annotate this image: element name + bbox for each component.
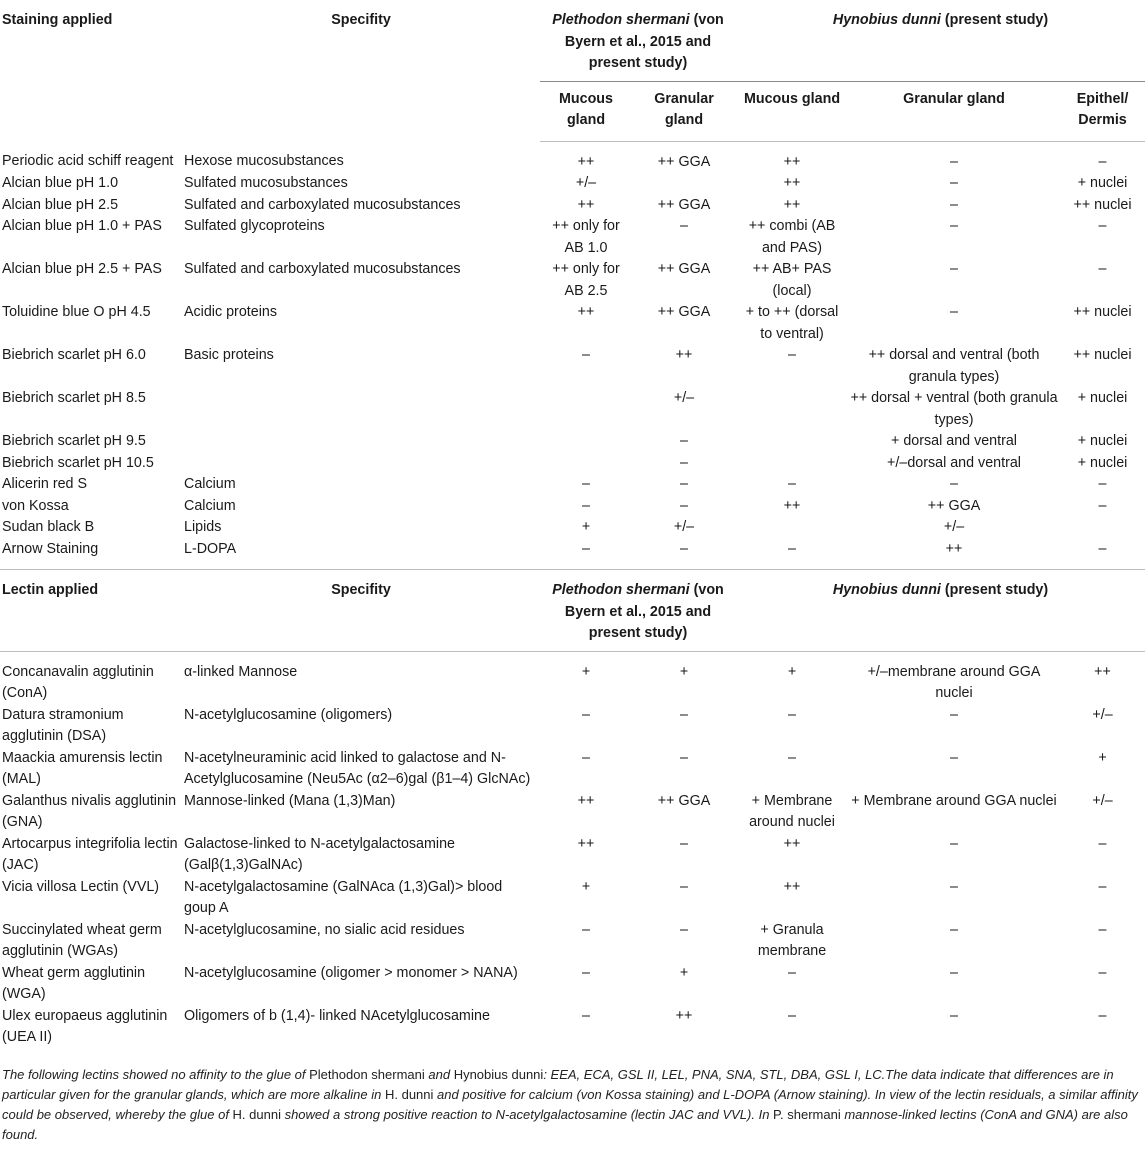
hd-granular-cell: + dorsal and ventral <box>891 433 1017 449</box>
lectin-specifity-header: Specifity <box>182 570 540 652</box>
hd-mucous-cell: – <box>788 706 796 723</box>
hd-epithel-cell: + nuclei <box>1077 175 1128 191</box>
hd-mucous-cell: ++ <box>783 153 801 170</box>
ps-granular-cell: ++ GGA <box>657 153 711 170</box>
ps-mucous-cell: – <box>582 1007 590 1024</box>
ps-mucous-cell: – <box>582 497 590 514</box>
hd-mucous-cell <box>736 453 848 475</box>
hd-granular-cell: +/–membrane around GGA nuclei <box>867 663 1041 701</box>
ps-granular-cell: ++ GGA <box>657 304 711 320</box>
method-cell: Sudan black B <box>2 519 95 535</box>
hd-epithel-cell: +/– <box>1092 706 1113 723</box>
ps-granular-cell: – <box>680 454 688 471</box>
ps-mucous-cell: ++ <box>577 792 595 809</box>
hd-granular-cell: – <box>950 749 958 766</box>
table-row <box>0 141 1145 173</box>
method-cell: Succinylated wheat germ agglutinin (WGAs) <box>2 921 162 959</box>
hd-epithel-cell: – <box>1098 921 1107 938</box>
method-cell: Concanavalin agglutinin (ConA) <box>2 663 154 701</box>
hd-granular-cell: – <box>950 175 958 191</box>
ps-mucous-cell: – <box>582 476 590 492</box>
ps-granular-cell: – <box>680 218 688 234</box>
specifity-cell: N-acetylglucosamine (oligomers) <box>184 706 393 723</box>
hd-mucous-cell: + to ++ (dorsal to ventral) <box>745 304 839 342</box>
ps-granular-cell: ++ <box>675 1007 693 1024</box>
method-cell: Alcian blue pH 1.0 + PAS <box>2 218 162 234</box>
specifity-cell: Mannose-linked (Mana (1,3)Man) <box>184 792 396 809</box>
hd-granular-cell: – <box>950 921 958 938</box>
table-row <box>0 834 1145 877</box>
hd-epithel-cell: – <box>1098 218 1107 234</box>
ps-granular-cell: + <box>679 663 689 680</box>
hd-granular-cell: – <box>950 964 958 981</box>
hd-mucous-cell: ++ <box>783 497 801 514</box>
method-cell: Periodic acid schiff reagent <box>2 153 174 169</box>
hd-mucous-cell: – <box>788 540 796 557</box>
table-row <box>0 920 1145 963</box>
sub-header-hd-granular: Granular gland <box>848 81 1060 141</box>
ps-mucous-cell: – <box>582 540 590 557</box>
method-cell: Arnow Staining <box>2 540 99 557</box>
hynobius-header <box>736 0 1145 81</box>
specifity-cell: Calcium <box>184 497 236 514</box>
ps-mucous-cell: – <box>582 921 590 938</box>
ps-granular-cell: + <box>679 964 689 981</box>
hd-granular-cell: ++ dorsal and ventral (both granula types) <box>868 347 1040 385</box>
method-cell: Maackia amurensis lectin (MAL) <box>2 749 163 787</box>
ps-mucous-cell: + <box>581 519 591 535</box>
specifity-cell: Sulfated mucosubstances <box>184 175 348 191</box>
hd-mucous-cell: + <box>787 663 797 680</box>
hd-epithel-cell: – <box>1098 476 1107 492</box>
sub-header-hd-epithel: Epithel/ Dermis <box>1060 81 1145 141</box>
hd-epithel-cell: – <box>1098 1007 1107 1024</box>
hd-mucous-cell <box>736 431 848 453</box>
hd-granular-cell: +/–dorsal and ventral <box>887 454 1021 471</box>
hd-epithel-cell: ++ <box>1094 663 1111 680</box>
ps-granular-cell: +/– <box>673 390 695 406</box>
hd-epithel-cell <box>1060 517 1145 539</box>
hd-granular-cell: – <box>950 1007 958 1024</box>
hd-epithel-cell: +/– <box>1092 792 1113 809</box>
ps-granular-cell: – <box>680 878 688 895</box>
hd-epithel-cell: + nuclei <box>1077 454 1128 471</box>
hd-epithel-cell: – <box>1098 153 1107 170</box>
table-row <box>0 539 1145 570</box>
ps-granular-cell: – <box>680 476 688 492</box>
plethodon-header <box>540 0 736 81</box>
ps-granular-cell: ++ GGA <box>657 261 711 277</box>
hd-granular-cell: – <box>950 476 958 492</box>
hd-mucous-cell: ++ AB+ PAS (local) <box>752 261 832 299</box>
lectin-body <box>0 651 1145 1058</box>
table-row <box>0 1006 1145 1058</box>
table-row <box>0 517 1145 539</box>
hynobius-species: Hynobius dunni <box>832 12 941 28</box>
method-cell: Datura stramonium agglutinin (DSA) <box>2 706 124 744</box>
specifity-cell: Hexose mucosubstances <box>184 153 344 169</box>
method-cell: Artocarpus integrifolia lectin (JAC) <box>2 835 178 873</box>
table-row <box>0 388 1145 431</box>
ps-granular-cell: – <box>680 835 688 852</box>
hd-epithel-cell: – <box>1098 261 1107 277</box>
ps-granular-cell: – <box>680 921 688 938</box>
ps-granular-cell: – <box>680 433 688 449</box>
hd-granular-cell: ++ dorsal + ventral (both granula types) <box>850 390 1058 428</box>
method-cell: Vicia villosa Lectin (VVL) <box>2 878 160 895</box>
ps-granular-cell: – <box>680 706 688 723</box>
footnote-species: Plethodon shermani <box>309 1066 425 1082</box>
hd-epithel-cell: – <box>1098 878 1107 895</box>
table-row <box>0 705 1145 748</box>
ps-mucous-cell: – <box>582 749 590 766</box>
specifity-cell <box>182 431 540 453</box>
lectin-applied-header: Lectin applied <box>0 570 182 652</box>
table-row <box>0 453 1145 475</box>
hd-granular-cell: – <box>950 878 958 895</box>
method-cell: Wheat germ agglutinin (WGA) <box>2 964 146 1002</box>
method-cell: Alicerin red S <box>2 476 88 492</box>
lectin-plethodon-species: Plethodon shermani <box>552 582 690 598</box>
method-cell: Biebrich scarlet pH 8.5 <box>2 390 146 406</box>
specifity-cell: N-acetylglucosamine (oligomer > monomer > NANA) <box>184 964 518 981</box>
ps-granular-cell: ++ <box>675 347 693 363</box>
lectin-header <box>0 570 1145 652</box>
ps-mucous-cell: – <box>582 964 590 981</box>
table-row <box>0 431 1145 453</box>
plethodon-citation: (von Byern et al., 2015 and present study) <box>564 12 724 71</box>
hd-mucous-cell: + Membrane around nuclei <box>749 792 835 830</box>
specifity-cell <box>182 453 540 475</box>
table-row <box>0 195 1145 217</box>
hd-epithel-cell: + nuclei <box>1077 390 1128 406</box>
table-row <box>0 963 1145 1006</box>
ps-mucous-cell <box>540 431 632 453</box>
method-cell: Ulex europaeus agglutinin (UEA II) <box>2 1007 168 1045</box>
hd-epithel-cell: – <box>1098 540 1107 557</box>
staining-body <box>0 141 1145 570</box>
method-cell: Biebrich scarlet pH 6.0 <box>2 347 146 363</box>
hd-granular-cell: + Membrane around GGA nuclei <box>851 792 1057 809</box>
hd-mucous-cell: + Granula membrane <box>757 921 827 959</box>
hd-granular-cell: – <box>950 196 958 213</box>
ps-mucous-cell: ++ <box>577 153 595 170</box>
table-row <box>0 474 1145 496</box>
table-row <box>0 216 1145 259</box>
ps-granular-cell <box>632 173 736 195</box>
staining-header <box>0 0 1145 141</box>
hd-mucous-cell <box>736 517 848 539</box>
ps-granular-cell: – <box>680 540 688 557</box>
specifity-cell: Sulfated glycoproteins <box>184 218 325 234</box>
hd-epithel-cell: + <box>1098 749 1107 766</box>
ps-granular-cell: – <box>680 749 688 766</box>
method-cell: von Kossa <box>2 497 69 514</box>
hd-granular-cell: – <box>950 261 958 277</box>
hd-mucous-cell: – <box>788 347 796 363</box>
hd-mucous-cell: – <box>788 1007 796 1024</box>
hd-epithel-cell: + nuclei <box>1077 433 1128 449</box>
table-row <box>0 496 1145 518</box>
footnote-species: H. dunni <box>232 1106 281 1122</box>
table-row <box>0 173 1145 195</box>
hd-epithel-cell: ++ nuclei <box>1073 304 1132 320</box>
ps-granular-cell: – <box>680 497 688 514</box>
hd-granular-cell: – <box>950 835 958 852</box>
footnote-species: P. shermani <box>773 1106 841 1122</box>
hd-mucous-cell: – <box>788 964 796 981</box>
hd-mucous-cell: ++ <box>783 196 801 213</box>
hd-granular-cell: +/– <box>943 519 965 535</box>
ps-mucous-cell: – <box>582 347 590 363</box>
hd-mucous-cell <box>736 388 848 431</box>
hd-epithel-cell: – <box>1098 497 1107 514</box>
specifity-cell: Galactose-linked to N-acetylgalactosamine (Galβ(1,3)GalNAc) <box>184 835 455 873</box>
specifity-cell: N-acetylneuraminic acid linked to galactose and N-Acetylglucosamine (Neu5Ac (α2–6)gal (β1–4) GlcNAc) <box>184 749 531 787</box>
table-row <box>0 345 1145 388</box>
method-cell: Alcian blue pH 2.5 <box>2 196 119 213</box>
hd-mucous-cell: ++ combi (AB and PAS) <box>748 218 836 256</box>
ps-mucous-cell: – <box>582 706 590 723</box>
specifity-cell <box>182 388 540 431</box>
table-row <box>0 791 1145 834</box>
hd-epithel-cell: – <box>1098 964 1107 981</box>
hd-mucous-cell: ++ <box>783 175 801 191</box>
lectin-hynobius-citation: (present study) <box>940 582 1049 598</box>
method-cell: Biebrich scarlet pH 9.5 <box>2 433 146 449</box>
ps-mucous-cell <box>540 453 632 475</box>
specifity-cell: Acidic proteins <box>184 304 277 320</box>
sub-header-ps-mucous: Mucous gland <box>540 81 632 141</box>
plethodon-species: Plethodon shermani <box>552 12 690 28</box>
hd-epithel-cell: ++ nuclei <box>1073 347 1132 363</box>
ps-granular-cell: ++ GGA <box>657 196 711 213</box>
lectin-hynobius-species: Hynobius dunni <box>832 582 941 598</box>
lectin-hynobius-header <box>736 570 1145 652</box>
hd-mucous-cell: ++ <box>783 835 801 852</box>
ps-mucous-cell: +/– <box>575 175 597 191</box>
specifity-cell: Basic proteins <box>184 347 274 363</box>
table-row <box>0 877 1145 920</box>
ps-granular-cell: ++ GGA <box>657 792 711 809</box>
hd-mucous-cell: – <box>788 749 796 766</box>
table-row <box>0 748 1145 791</box>
staining-applied-header: Staining applied <box>2 12 113 28</box>
ps-mucous-cell: + <box>581 663 591 680</box>
ps-mucous-cell <box>540 388 632 431</box>
sub-header-hd-mucous: Mucous gland <box>736 81 848 141</box>
hd-granular-cell: – <box>950 153 958 170</box>
lectin-plethodon-citation: (von Byern et al., 2015 and present study) <box>564 582 724 641</box>
table-row <box>0 651 1145 705</box>
sub-header-ps-granular: Granular gland <box>632 81 736 141</box>
hd-granular-cell: – <box>950 304 958 320</box>
specifity-cell: N-acetylglucosamine, no sialic acid residues <box>184 921 465 938</box>
hd-granular-cell: – <box>950 706 958 723</box>
footnote-species: H. dunni <box>384 1086 434 1102</box>
ps-mucous-cell: ++ <box>577 835 595 852</box>
lectin-plethodon-header <box>540 570 736 652</box>
table-row <box>0 302 1145 345</box>
hd-mucous-cell: – <box>788 476 796 492</box>
method-cell: Alcian blue pH 1.0 <box>2 175 119 191</box>
specifity-header: Specifity <box>331 12 391 28</box>
hd-granular-cell: – <box>950 218 958 234</box>
ps-mucous-cell: + <box>581 878 591 895</box>
ps-mucous-cell: ++ <box>577 304 595 320</box>
specifity-cell: L-DOPA <box>184 540 237 557</box>
specifity-cell: N-acetylgalactosamine (GalNAca (1,3)Gal)> blood goup A <box>184 878 503 916</box>
hd-epithel-cell: – <box>1098 835 1107 852</box>
table-row <box>0 259 1145 302</box>
method-cell: Galanthus nivalis agglutinin (GNA) <box>2 792 177 830</box>
hd-granular-cell: ++ GGA <box>927 497 981 514</box>
ps-mucous-cell: ++ <box>577 196 595 213</box>
specifity-cell: Calcium <box>184 476 236 492</box>
hynobius-citation: (present study) <box>940 12 1049 28</box>
method-cell: Biebrich scarlet pH 10.5 <box>2 454 154 471</box>
hd-epithel-cell: ++ nuclei <box>1073 196 1132 213</box>
method-cell: Toluidine blue O pH 4.5 <box>2 304 151 320</box>
specifity-cell: Sulfated and carboxylated mucosubstances <box>184 196 461 213</box>
ps-mucous-cell: ++ only for AB 2.5 <box>552 261 620 299</box>
specifity-cell: α-linked Mannose <box>184 663 298 680</box>
specifity-cell: Oligomers of b (1,4)- linked NAcetylglucosamine <box>184 1007 490 1024</box>
specifity-cell: Lipids <box>184 519 222 535</box>
method-cell: Alcian blue pH 2.5 + PAS <box>2 261 162 277</box>
footnote-species: Hynobius dunni <box>453 1066 544 1082</box>
ps-mucous-cell: ++ only for AB 1.0 <box>552 218 620 256</box>
specifity-cell: Sulfated and carboxylated mucosubstances <box>184 261 461 277</box>
table-footnote: The following lectins showed no affinity to the glue of Plethodon shermani and Hynobius dunni: EEA, ECA, GSL II, LEL, PNA, SNA, STL, DBA, GSL I, LC.The data indicate that differences are in particular given for the granular glands, which are more alkaline in H. dunni and positive for calcium (von Kossa staining) and L-DOPA (Arnow staining). In view of the lectin residuals, a similar affinity could be observed, whereby the glue of H. dunni showed a strong positive reaction to N-acetylgalactosamine (lectin JAC and VVL). In P. shermani mannose-linked lectins (ConA and GNA) are also found. <box>2 1066 1138 1142</box>
hd-granular-cell: ++ <box>945 540 963 557</box>
ps-granular-cell: +/– <box>673 519 695 535</box>
hd-mucous-cell: ++ <box>783 878 801 895</box>
